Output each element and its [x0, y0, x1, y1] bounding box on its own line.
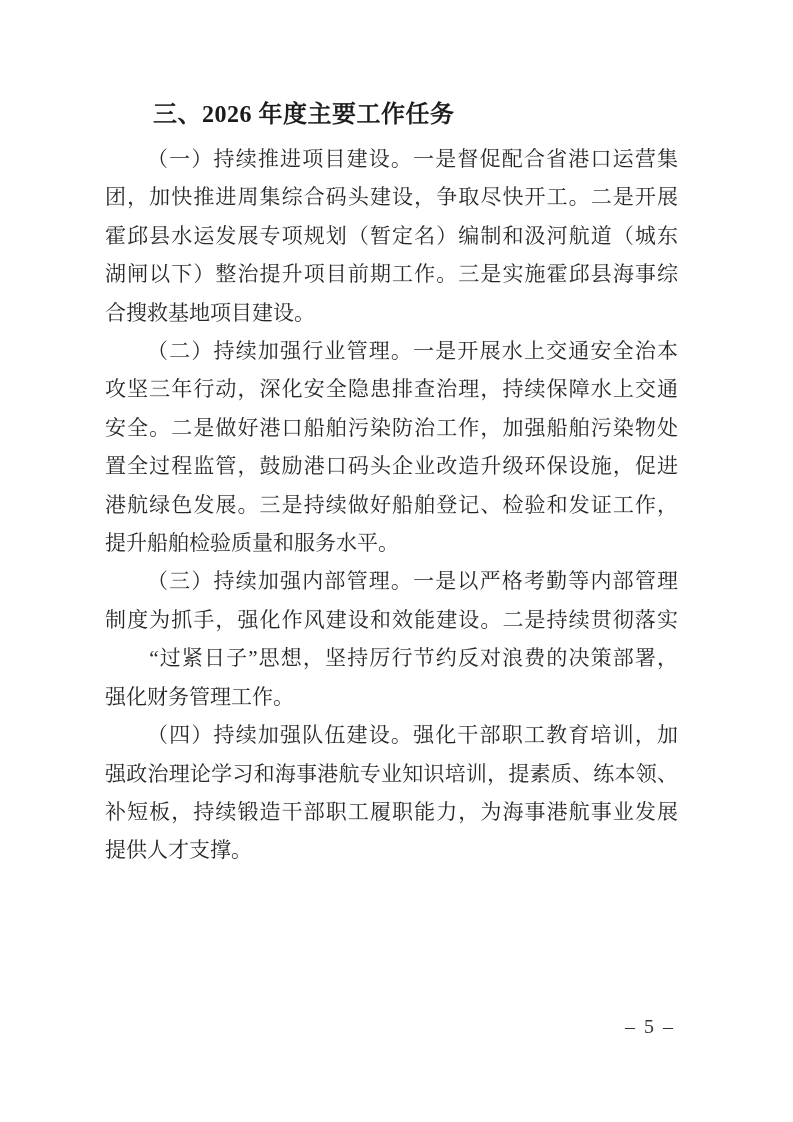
text-line: 制度为抓手，强化作风建设和效能建设。二是持续贯彻落实 — [105, 607, 678, 632]
text-line: 港航绿色发展。三是持续做好船舶登记、检验和发证工作， — [105, 492, 678, 517]
text-line: 提升船舶检验质量和服务水平。 — [105, 531, 399, 556]
paragraph — [105, 716, 678, 870]
text-line: （一）持续推进项目建设。一是督促配合省港口运营集 — [147, 147, 678, 171]
text-line: 团，加快推进周集综合码头建设，争取尽快开工。二是开展 — [105, 185, 678, 210]
text-line: （四）持续加强队伍建设。强化干部职工教育培训，加 — [147, 723, 678, 748]
text-line: 安全。二是做好港口船舶污染防治工作，加强船舶污染物处 — [105, 415, 678, 440]
text-line: 霍邱县水运发展专项规划（暂定名）编制和汲河航道（城东 — [105, 223, 678, 248]
text-line: 补短板，持续锻造干部职工履职能力，为海事港航事业发展 — [105, 799, 678, 824]
text-line: 强政治理论学习和海事港航专业知识培训，提素质、练本领、 — [105, 761, 678, 786]
text-line: 强化财务管理工作。 — [105, 684, 294, 709]
text-line: （三）持续加强内部管理。一是以严格考勤等内部管理 — [147, 569, 678, 594]
paragraph — [105, 562, 678, 716]
paragraph — [105, 140, 678, 332]
text-line: 合搜救基地项目建设。 — [105, 300, 315, 325]
paragraph — [105, 332, 678, 562]
text-line: （二）持续加强行业管理。一是开展水上交通安全治本 — [147, 339, 678, 364]
text-line: 攻坚三年行动，深化安全隐患排查治理，持续保障水上交通 — [105, 377, 678, 402]
paragraphs-container — [105, 140, 678, 870]
document-body — [105, 96, 678, 870]
text-line: 置全过程监管，鼓励港口码头企业改造升级环保设施，促进 — [105, 454, 678, 479]
text-line: 提供人才支撑。 — [105, 838, 252, 863]
text-line: 湖闸以下）整治提升项目前期工作。三是实施霍邱县海事综 — [105, 262, 678, 287]
page-number: – 5 – — [625, 1016, 675, 1038]
section-heading: 三、2026 年度主要工作任务 — [153, 102, 455, 128]
text-line: “过紧日子”思想，坚持厉行节约反对浪费的决策部署， — [105, 646, 678, 671]
